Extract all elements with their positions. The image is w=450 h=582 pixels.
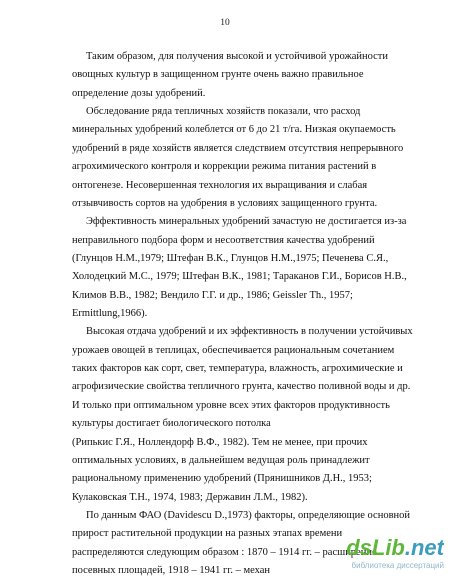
dslib-logo-blue: .net: [404, 535, 444, 560]
text-line: распределяются следующим образом : 1870 – 1914 гг. – расширение: [72, 546, 377, 558]
text-line: Холодецкий М.С., 1979; Штефан В.К., 1981; Тараканов Г.И., Борисов Н.В.,: [72, 271, 407, 283]
dslib-logo-green: dsLib: [346, 535, 405, 560]
dslib-logo: [332, 534, 444, 560]
text-line: агрохимического контроля и коррекции режима питания растений в: [72, 161, 377, 173]
text-line: Таким образом, для получения высокой и устойчивой урожайности: [86, 51, 388, 62]
text-line: Обследование ряда тепличных хозяйств показали, что расход: [86, 106, 361, 118]
text-line: Ermittlung,1966).: [72, 308, 148, 319]
text-line: неправильного подбора форм и несоответствия качества удобрений: [72, 234, 375, 246]
text-line: Эффективность минеральных удобрений зачастую не достигается из-за: [86, 216, 407, 228]
text-line: прирост растительной продукции на разных этапах времени: [72, 528, 343, 540]
text-line: агрофизические свойства тепличного грунта, качество поливной воды и др.: [72, 381, 411, 393]
text-line: онтогенезе. Несовершенная технология их выращивания и слабая: [72, 179, 368, 191]
text-line: удобрений в ряде хозяйств является следствием отсутствия непрерывного: [72, 142, 404, 154]
text-line: посевных площадей, 1918 – 1941 гг. – механ: [72, 565, 271, 576]
dslib-caption: библиотека диссертаций: [351, 561, 444, 570]
dslib-logo-text: [346, 535, 444, 560]
text-line: культуры достигает биологического потолка: [72, 418, 271, 430]
text-line: таких факторов как сорт, свет, температура, влажность, агрохимические и: [72, 363, 403, 375]
text-line: Кулаковская Т.Н., 1974, 1983; Державин Л.М., 1982).: [72, 491, 308, 503]
text-line: По данным ФАО (Davidescu D.,1973) факторы, определяющие основной: [86, 509, 411, 521]
text-line: отзывчивость сортов на удобрения в условиях защищенного грунта.: [72, 197, 378, 209]
text-line: И только при оптимальном уровне всех этих факторов продуктивность: [72, 399, 390, 411]
text-line: овощных культур в защищенном грунте очень важно правильное: [72, 69, 364, 81]
dslib-watermark[interactable]: [332, 534, 444, 578]
text-line: (Рипькис Г.Я., Ноллендорф В.Ф., 1982). Тем не менее, при прочих: [72, 436, 368, 448]
text-line: Климов В.В., 1982; Вендило Г.Г. и др., 1986; Geissler Th., 1957;: [72, 289, 353, 301]
text-line: минеральных удобрений колеблется от 6 до 21 т/га. Низкая окупаемость: [72, 124, 396, 136]
text-line: рациональному применению удобрений (Прянишников Д.Н., 1953;: [72, 473, 372, 485]
text-line: определение дозы удобрений.: [72, 87, 206, 99]
page-number: 10: [220, 18, 230, 28]
text-line: (Глунцов Н.М.,1979; Штефан В.К., Глунцов Н.М.,1975; Печенева С.Я.,: [72, 252, 389, 264]
text-line: урожаев овощей в теплицах, обеспечивается рациональным сочетанием: [72, 344, 395, 356]
text-line: оптимальных условиях, в дальнейшем ведущая роль принадлежит: [72, 454, 370, 466]
text-line: Высокая отдача удобрений и их эффективность в получении устойчивых: [86, 326, 413, 338]
